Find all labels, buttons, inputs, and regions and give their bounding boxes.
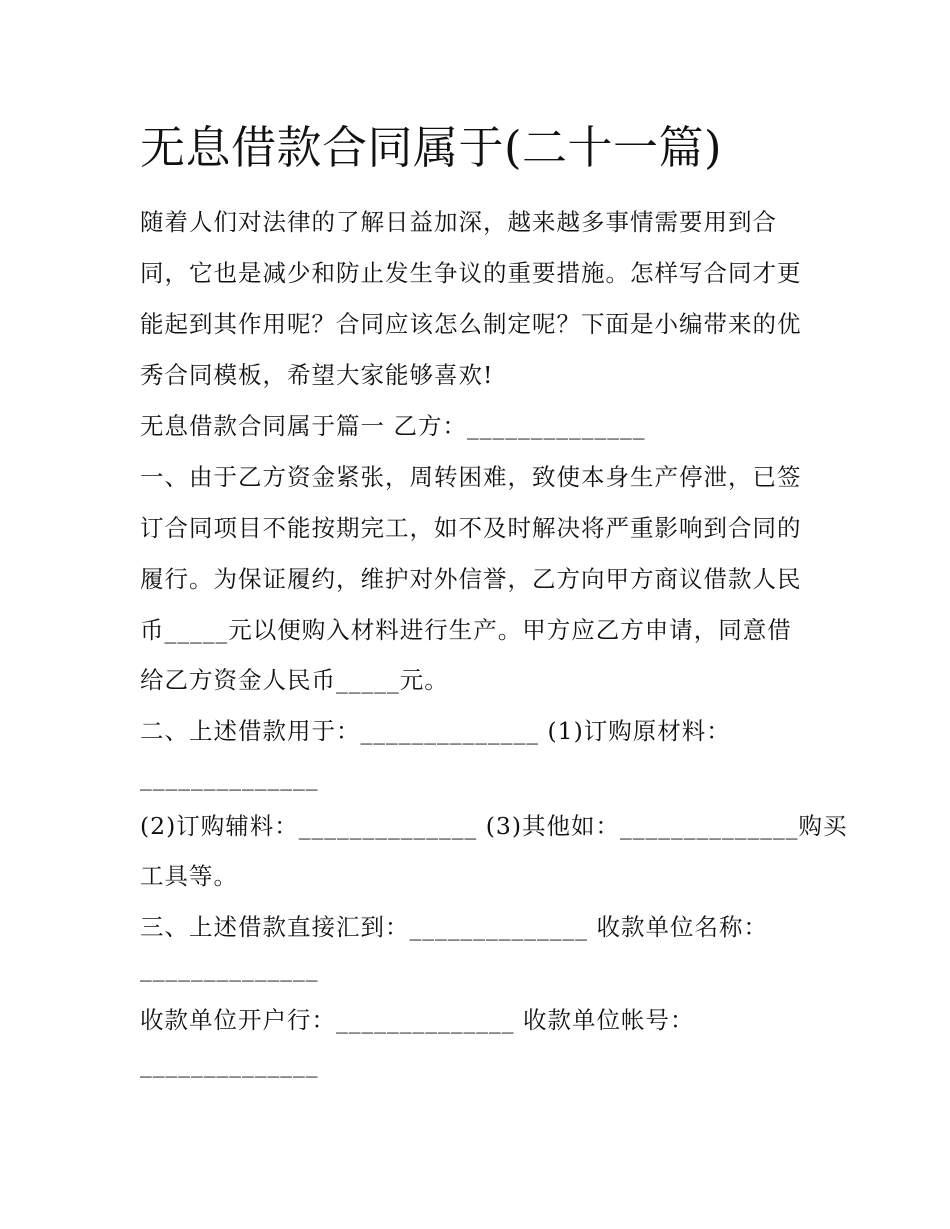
blank-line: ______________ [140, 763, 319, 791]
document-title: 无息借款合同属于(二十一篇) [140, 121, 723, 174]
section-heading-line: 无息借款合同属于篇一 乙方：______________ [140, 412, 646, 440]
intro-line: 同，它也是减少和防止发生争议的重要措施。怎样写合同才更 [140, 259, 802, 287]
clause-1-line: 一、由于乙方资金紧张，周转困难，致使本身生产停泄，已签 [140, 463, 802, 491]
blank-line: ______________ [140, 954, 319, 982]
intro-line: 能起到其作用呢？合同应该怎么制定呢？下面是小编带来的优 [140, 310, 802, 338]
intro-line: 随着人们对法律的了解日益加深，越来越多事情需要用到合 [140, 208, 777, 236]
clause-3-line: 三、上述借款直接汇到：______________ 收款单位名称： [140, 913, 768, 941]
intro-line: 秀合同模板，希望大家能够喜欢! [140, 361, 494, 389]
clause-2-line: (2)订购辅料：______________ (3)其他如：______________购买 [140, 812, 848, 840]
clause-1-line: 给乙方资金人民币_____元。 [140, 666, 449, 694]
clause-2-line: 二、上述借款用于：______________ (1)订购原材料： [140, 717, 731, 745]
clause-3-line: 收款单位开户行：______________ 收款单位帐号： [140, 1006, 695, 1034]
clause-1-line: 订合同项目不能按期完工，如不及时解决将严重影响到合同的 [140, 514, 802, 542]
clause-1-line: 币_____元以便购入材料进行生产。甲方应乙方申请，同意借 [140, 616, 792, 644]
blank-line: ______________ [140, 1050, 319, 1078]
clause-2-line: 工具等。 [140, 862, 238, 890]
clause-1-line: 履行。为保证履约，维护对外信誉，乙方向甲方商议借款人民 [140, 565, 802, 593]
